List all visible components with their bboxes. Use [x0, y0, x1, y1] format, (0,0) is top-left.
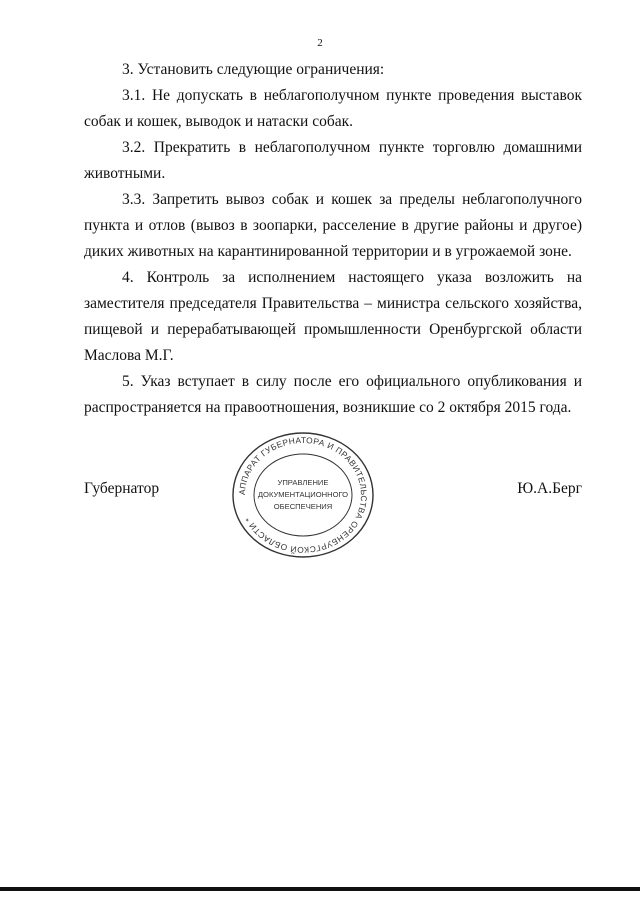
paragraph-restrictions-heading: 3. Установить следующие ограничения:	[122, 61, 385, 78]
seal-inner-line-1: УПРАВЛЕНИЕ	[277, 478, 329, 487]
signatory-title: Губернатор	[84, 480, 160, 497]
paragraph-5-effective-date: 5. Указ вступает в силу после его официального опубликования и распространяется на правоотношения, возникшие со 2 октября 2015 года.	[84, 373, 582, 416]
signatory-name: Ю.А.Берг	[517, 480, 582, 497]
page-number: 2	[317, 37, 323, 49]
paragraph-3-1: 3.1. Не допускать в неблагополучном пункте проведения выставок собак и кошек, выводок и натаски собак.	[84, 87, 582, 130]
paragraph-3-2: 3.2. Прекратить в неблагополучном пункте торговлю домашними животными.	[84, 139, 582, 182]
bottom-border-line	[0, 887, 640, 891]
official-seal-stamp	[230, 430, 376, 560]
seal-inner-line-3: ОБЕСПЕЧЕНИЯ	[273, 502, 333, 511]
seal-inner-line-2: ДОКУМЕНТАЦИОННОГО	[257, 490, 349, 499]
seal-outer-text: АППАРАТ ГУБЕРНАТОРА И ПРАВИТЕЛЬСТВА ОРЕНБУРГСКОЙ ОБЛАСТИ *	[236, 434, 370, 556]
paragraph-3-3: 3.3. Запретить вывоз собак и кошек за пределы неблагополучного пункта и отлов (вывоз в зоопарки, расселение в другие районы и другое) диких животных на карантинированной территории и в угрожаемой зоне.	[84, 191, 582, 260]
paragraph-4-control: 4. Контроль за исполнением настоящего указа возложить на заместителя председателя Правительства – министра сельского хозяйства, пищевой и перерабатывающей промышленности Оренбургской области Маслова М.Г.	[84, 269, 582, 364]
